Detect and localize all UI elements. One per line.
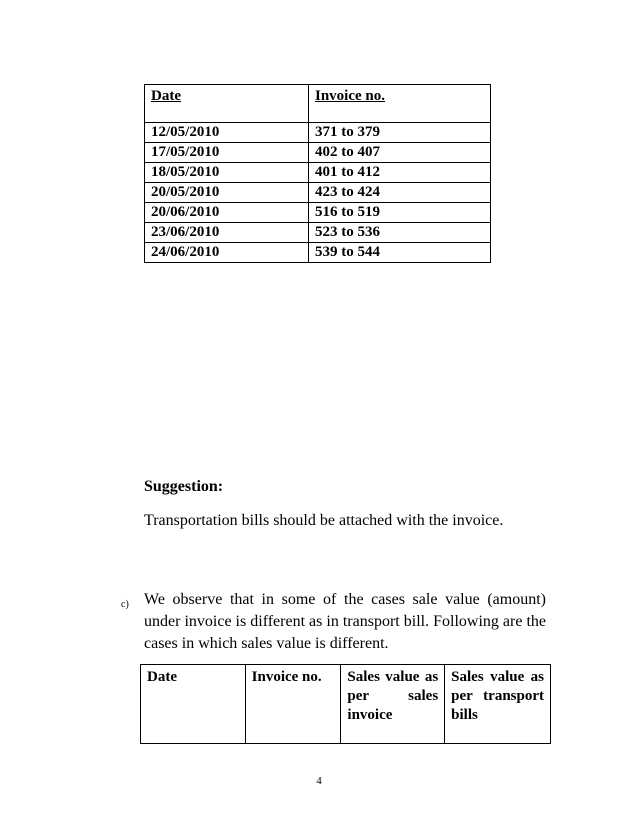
sales-value-table — [140, 664, 551, 744]
table-header-row — [145, 85, 491, 123]
cell-date: 17/05/2010 — [145, 143, 309, 163]
header-sales-value-transport: Sales value as per transport bills — [445, 665, 551, 744]
header-invoice-no-label: Invoice no. — [315, 88, 386, 104]
cell-date: 18/05/2010 — [145, 163, 309, 183]
cell-date: 23/06/2010 — [145, 223, 309, 243]
header-invoice-no: Invoice no. — [245, 665, 341, 744]
cell-invoice-range: 539 to 544 — [309, 243, 491, 263]
cell-invoice-range: 516 to 519 — [309, 203, 491, 223]
cell-date: 20/06/2010 — [145, 203, 309, 223]
cell-invoice-range: 402 to 407 — [309, 143, 491, 163]
header-invoice-no — [309, 85, 491, 123]
cell-invoice-range: 523 to 536 — [309, 223, 491, 243]
table-row — [145, 223, 491, 243]
table-row — [145, 183, 491, 203]
header-date: Date — [141, 665, 246, 744]
observation-text: We observe that in some of the cases sale value (amount) under invoice is different as in transport bill. Following are the cases in which sales value is different. — [144, 591, 546, 652]
header-sales-value-invoice: Sales value as per sales invoice — [341, 665, 445, 744]
table-row — [145, 143, 491, 163]
cell-invoice-range: 423 to 424 — [309, 183, 491, 203]
list-marker-c: c) — [121, 599, 129, 610]
cell-invoice-range: 401 to 412 — [309, 163, 491, 183]
table-row — [145, 123, 491, 143]
cell-date: 12/05/2010 — [145, 123, 309, 143]
suggestion-text: Transportation bills should be attached with the invoice. — [144, 512, 504, 529]
table-header-row — [141, 665, 551, 744]
table-row — [145, 203, 491, 223]
page-number: 4 — [316, 775, 322, 787]
table-row — [145, 243, 491, 263]
suggestion-heading: Suggestion: — [144, 478, 224, 495]
invoice-date-table — [144, 84, 491, 263]
header-date — [145, 85, 309, 123]
cell-date: 20/05/2010 — [145, 183, 309, 203]
table-row — [145, 163, 491, 183]
header-date-label: Date — [151, 88, 181, 104]
cell-invoice-range: 371 to 379 — [309, 123, 491, 143]
cell-date: 24/06/2010 — [145, 243, 309, 263]
